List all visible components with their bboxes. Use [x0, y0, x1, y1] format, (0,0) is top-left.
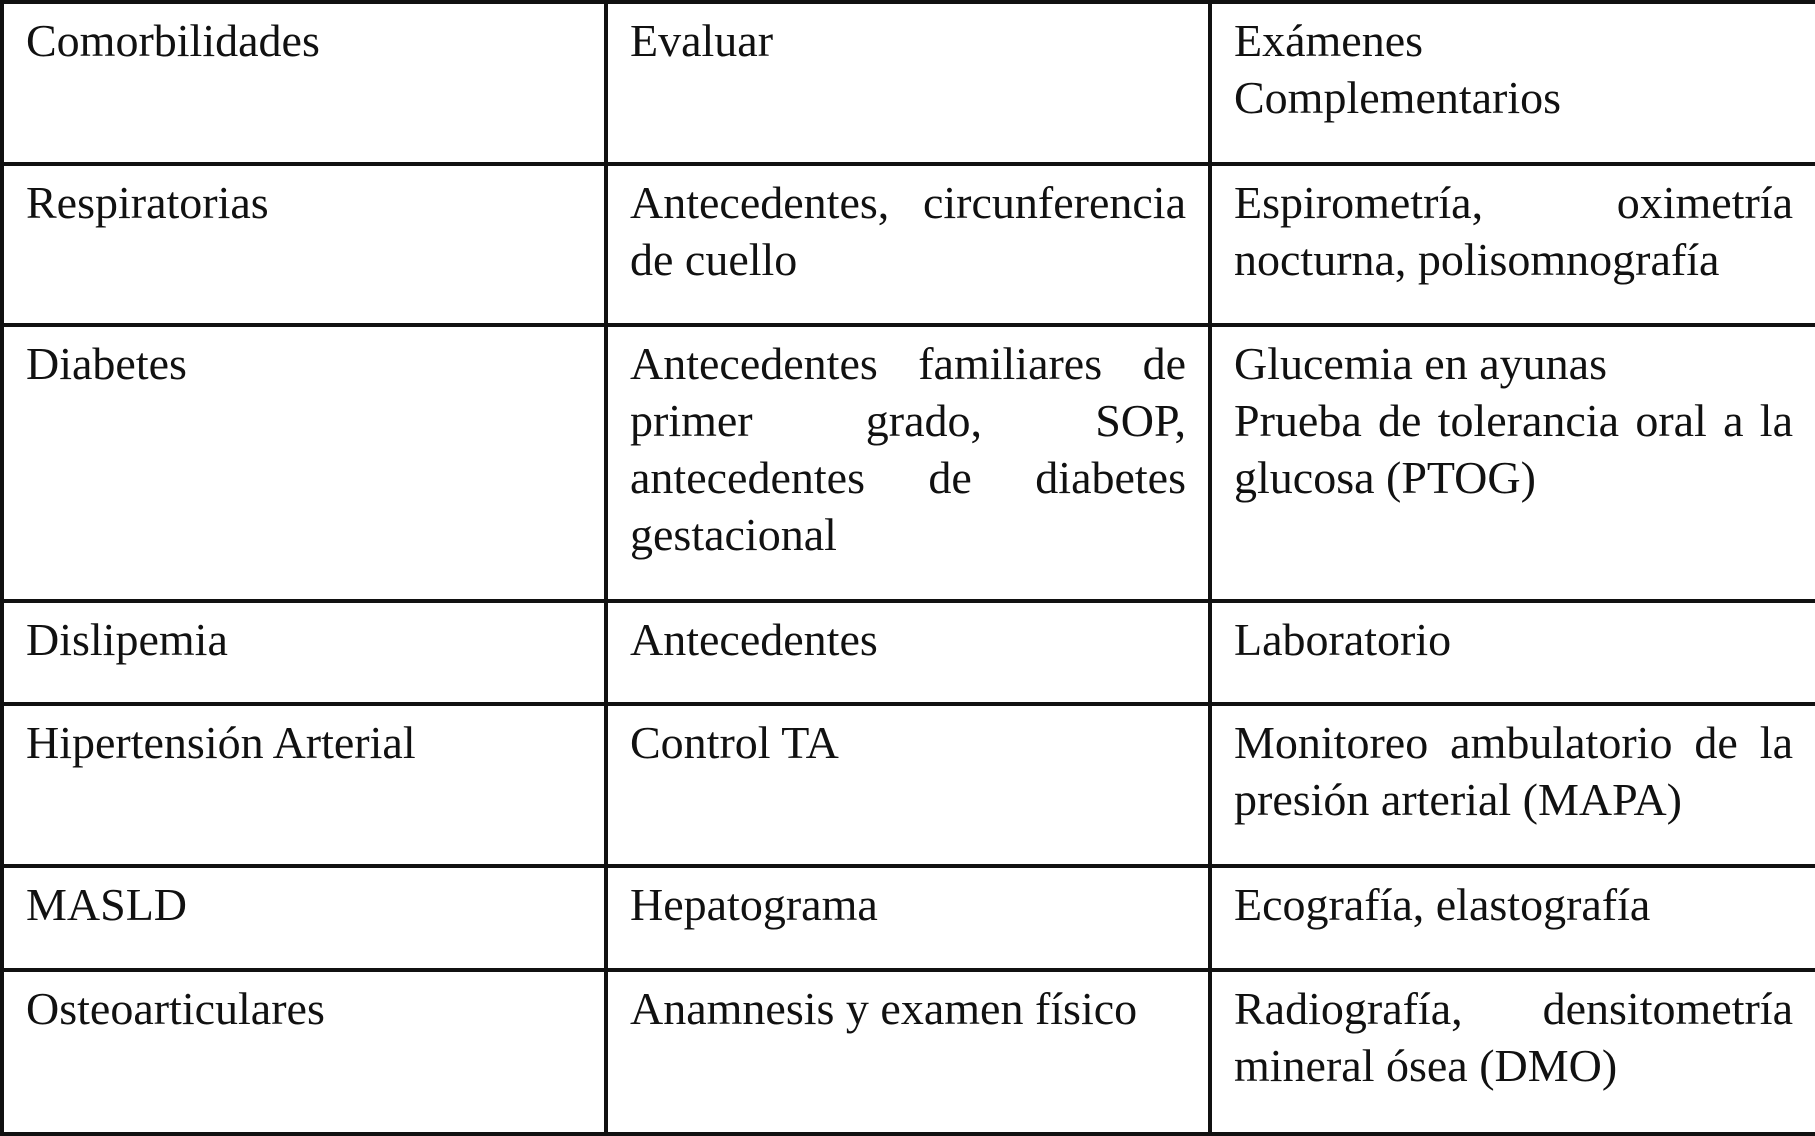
evaluate-cell: Hepatograma	[606, 866, 1210, 970]
table-row	[2, 866, 1815, 970]
exams-line: Ecografía, elastografía	[1234, 879, 1651, 930]
table-row	[2, 601, 1815, 704]
exams-line: Radiografía, densitometría mineral ósea (DMO)	[1234, 983, 1793, 1091]
exams-line: Laboratorio	[1234, 614, 1452, 665]
exams-line: Espirometría, oximetría nocturna, polisomnografía	[1234, 177, 1793, 285]
exams-cell	[1210, 866, 1815, 970]
header-exams-line-2: Complementarios	[1234, 72, 1562, 123]
comorbidity-cell: MASLD	[2, 866, 606, 970]
table-row	[2, 970, 1815, 1134]
exams-line: Monitoreo ambulatorio de la presión arterial (MAPA)	[1234, 717, 1793, 825]
evaluate-cell: Anamnesis y examen físico	[606, 970, 1210, 1134]
exams-cell	[1210, 601, 1815, 704]
exams-cell	[1210, 164, 1815, 325]
evaluate-cell: Control TA	[606, 704, 1210, 866]
header-complementary-exams	[1210, 2, 1815, 164]
table-row	[2, 325, 1815, 601]
table-header-row	[2, 2, 1815, 164]
evaluate-cell: Antecedentes familiares de primer grado, SOP, antecedentes de diabetes gestacional	[606, 325, 1210, 601]
table-row	[2, 704, 1815, 866]
evaluate-cell: Antecedentes, circunferencia de cuello	[606, 164, 1210, 325]
comorbidity-cell: Osteoarticulares	[2, 970, 606, 1134]
exams-line: Glucemia en ayunas	[1234, 338, 1607, 389]
header-comorbidities: Comorbilidades	[2, 2, 606, 164]
exams-line: Prueba de tolerancia oral a la glucosa (PTOG)	[1234, 395, 1793, 503]
comorbidity-cell: Hipertensión Arterial	[2, 704, 606, 866]
exams-cell	[1210, 704, 1815, 866]
evaluate-cell: Antecedentes	[606, 601, 1210, 704]
exams-cell	[1210, 325, 1815, 601]
header-exams-line-1: Exámenes	[1234, 15, 1424, 66]
comorbidity-cell: Dislipemia	[2, 601, 606, 704]
comorbidity-cell: Respiratorias	[2, 164, 606, 325]
table-row	[2, 164, 1815, 325]
header-evaluate: Evaluar	[606, 2, 1210, 164]
exams-cell	[1210, 970, 1815, 1134]
comorbidity-cell: Diabetes	[2, 325, 606, 601]
